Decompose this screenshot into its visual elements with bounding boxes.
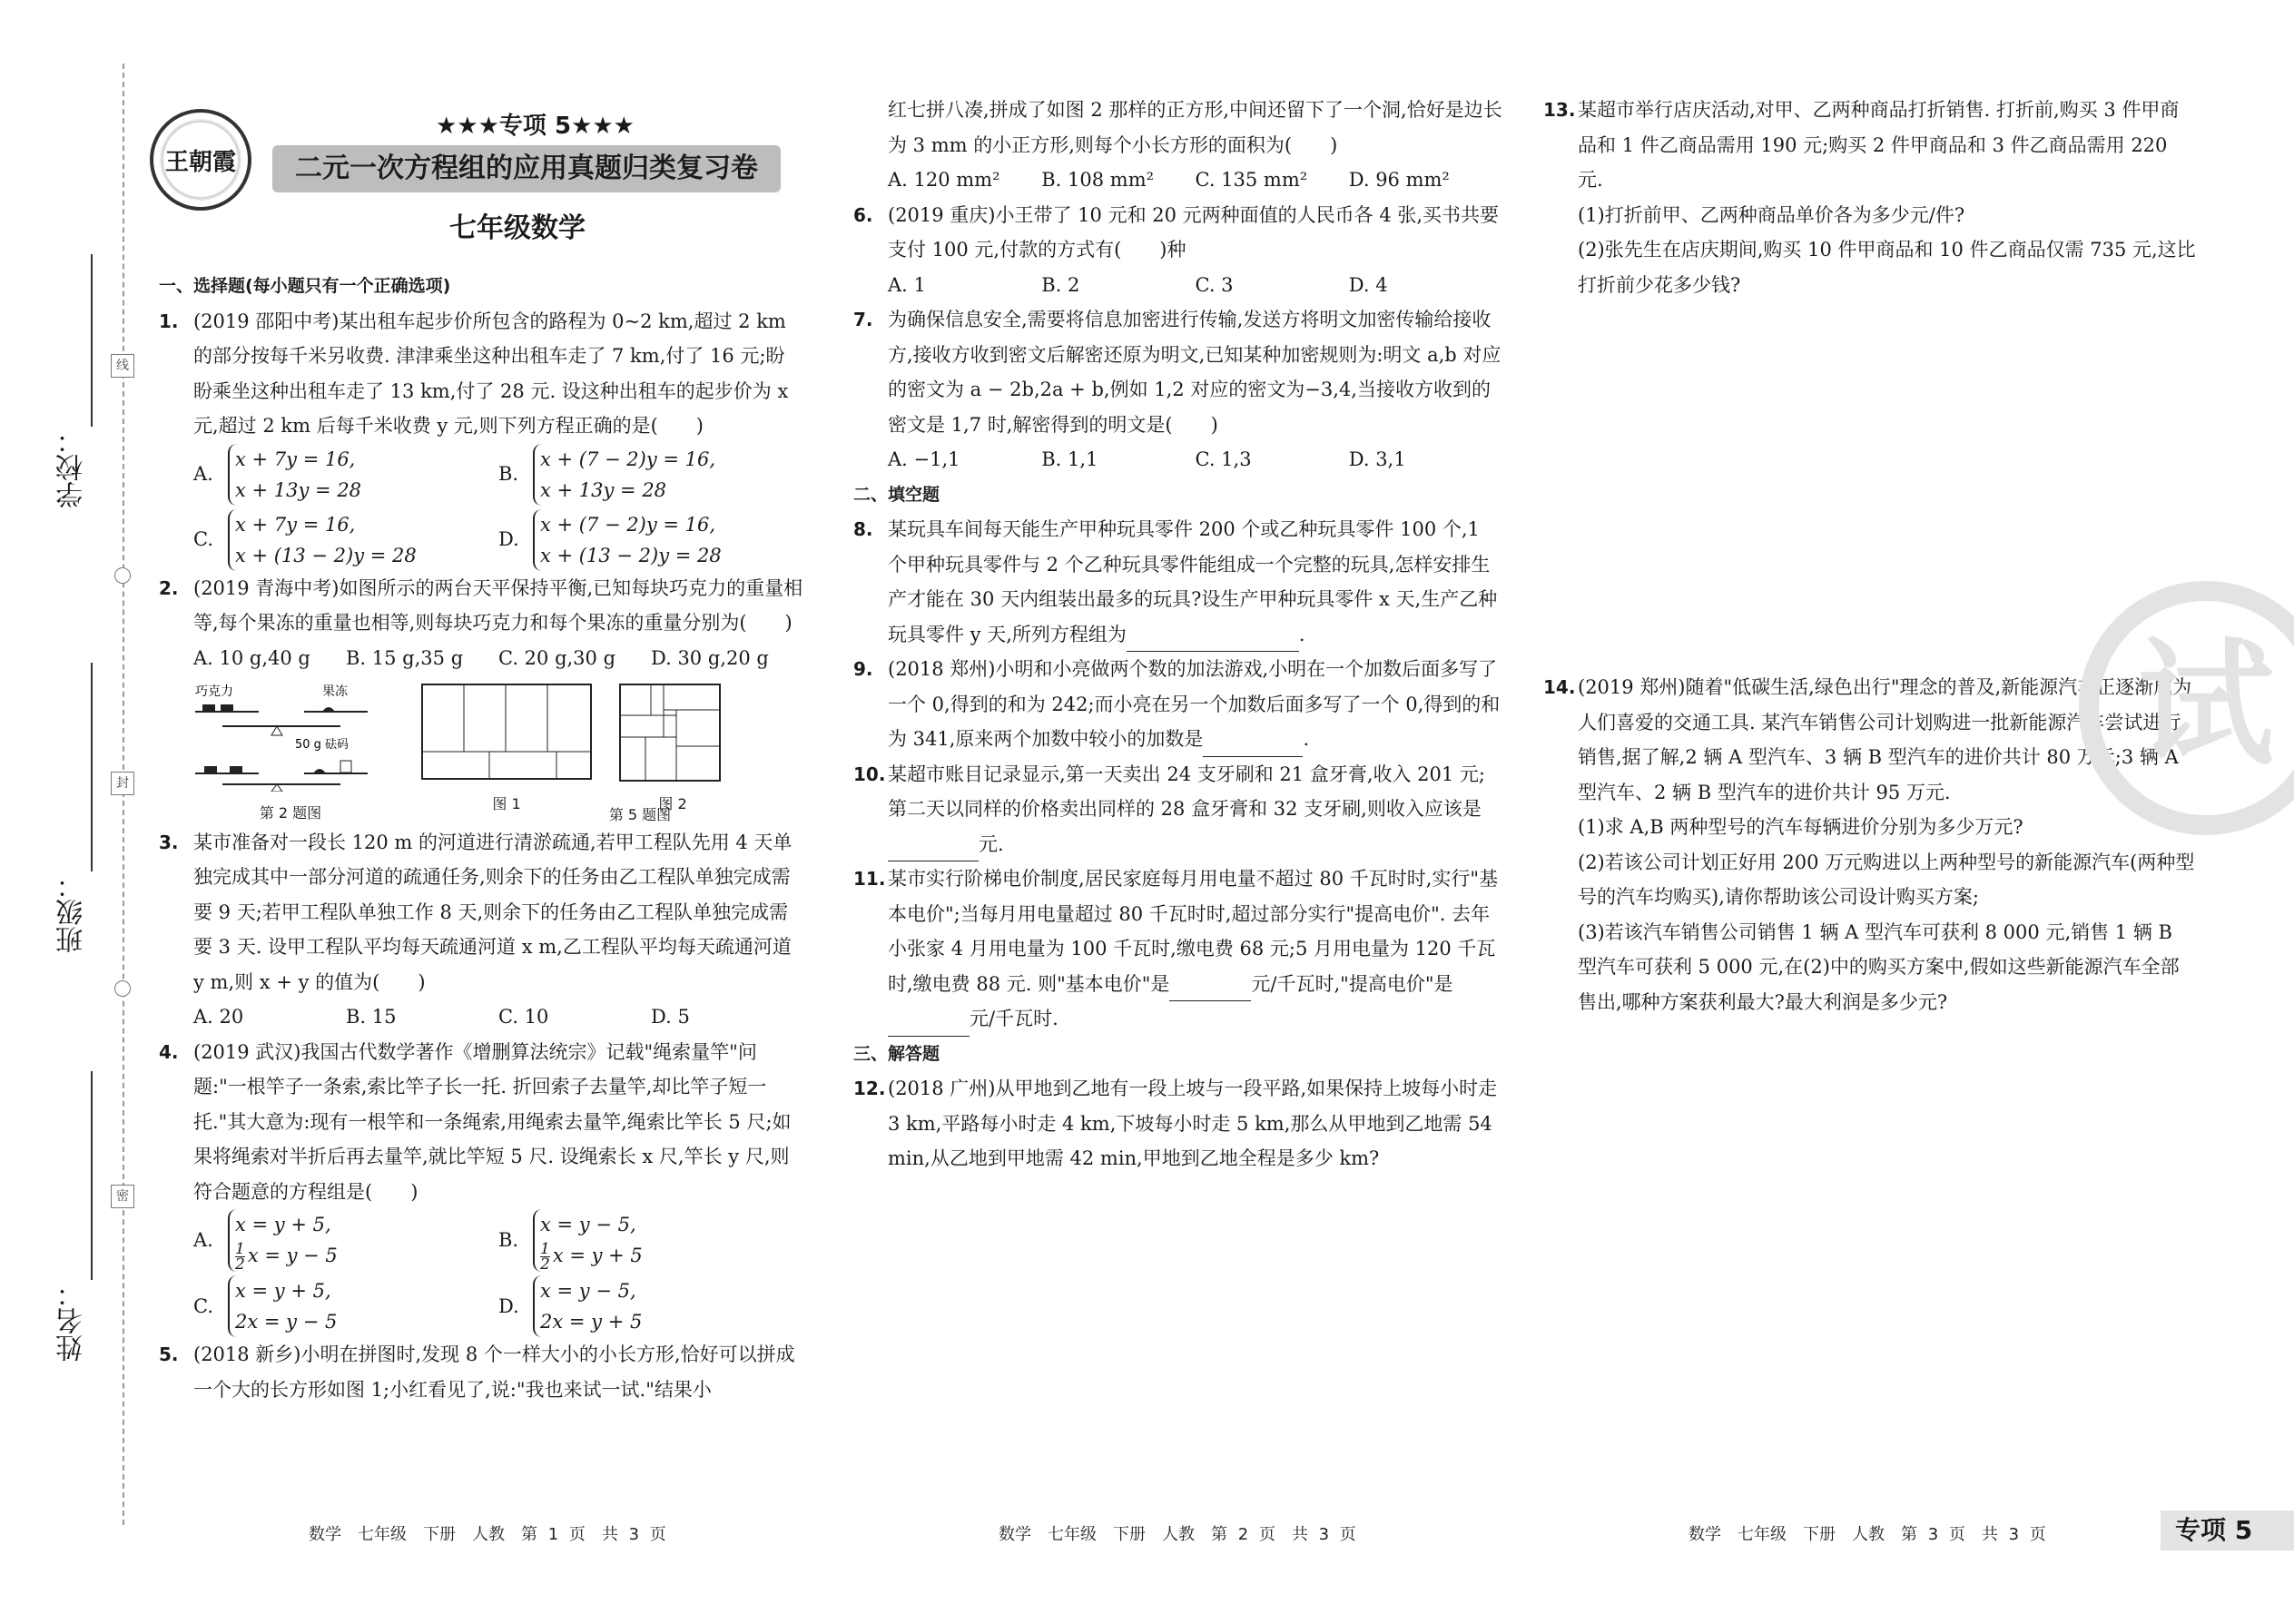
answer-blank[interactable] [1127, 628, 1299, 652]
question-7: 7. 为确保信息安全,需要将信息加密进行传输,发送方将明文加密传输给接收方,接收方收到密文后解密还原为明文,已知某种加密规则为:明文 a,b 对应的密文为 a − 2b,2a + b,例如 1,2 对应的密文为−3,4,当接收方收到的密文是 1,7 时,解密得到的明文是( ) [853, 309, 1501, 436]
question-14-part-1: (1)求 A,B 两种型号的汽车每辆进价分别为多少万元? [1578, 816, 2023, 838]
figures-row [159, 683, 803, 823]
side-tag-line: 线 [111, 354, 134, 378]
figure-caption-1: 图 1 [492, 794, 521, 812]
q5-options: A. 120 mm² B. 108 mm² C. 135 mm² D. 96 mm² [888, 169, 1450, 191]
answer-blank[interactable] [888, 838, 979, 861]
question-8: 8. 某玩具车间每天能生产甲种玩具零件 200 个或乙种玩具零件 100 个,1 个甲种玩具零件与 2 个乙种玩具零件能组成一个完整的玩具,怎样安排生产才能在 30 天内组装出最多的玩具?设生产甲种玩具零件 x 天,生产乙种玩具零件 y 天,所列方程组为 . [853, 512, 1502, 652]
jelly-label: 果冻 [322, 684, 348, 699]
topic-badge: ★★★专项 5★★★ [436, 113, 635, 140]
question-14-part-3: (3)若该汽车销售公司销售 1 辆 A 型汽车可获利 8 000 元,销售 1 辆 B 型汽车可获利 5 000 元,在(2)中的购买方案中,假如这些新能源汽车全部售出,哪种方案获利最大?最大利润是多少元? [1578, 920, 2180, 1013]
weight-label: 50 g 砝码 [295, 738, 350, 752]
class-label: 班级： [56, 871, 88, 953]
question-2: 2. (2019 青海中考)如图所示的两台天平保持平衡,已知每块巧克力的重量相等,每个果冻的重量也相等,则每块巧克力和每个果冻的重量分别为( ) [159, 576, 803, 634]
q1-options: A. x + 7y = 16, x + 13y = 28 B. x + (7 − 2)y = 16, x + 13y = 28 C. x + 7y = 16, x + (13 − 2)y = 28 D. x + (7 − 2)y = 16, x + (13 − 2)y = 28 [159, 444, 803, 571]
section-fill: 二、填空题 [853, 484, 940, 505]
q7-options: A. −1,1 B. 1,1 C. 1,3 D. 3,1 [888, 448, 1406, 470]
question-13-part-1: (1)打折前甲、乙两种商品单价各为多少元/件? [1578, 203, 1965, 226]
question-12: 12. (2018 广州)从甲地到乙地有一段上坡与一段平路,如果保持上坡每小时走 3 km,平路每小时走 4 km,下坡每小时走 5 km,那么从甲地到乙地需 54 min,从乙地到甲地需 42 min,甲地到乙地全程是多少 km? [853, 1078, 1498, 1169]
school-blank [91, 254, 93, 427]
answer-blank[interactable] [1203, 733, 1303, 757]
rectangle-figure-2 [618, 683, 727, 782]
grade-title: 七年级数学 [449, 212, 586, 244]
q6-options: A. 1 B. 2 C. 3 D. 4 [888, 273, 1388, 296]
question-5-continued: 红七拼八凑,拼成了如图 2 那样的正方形,中间还留下了一个洞,恰好是边长为 3 mm 的小正方形,则每个小长方形的面积为( ) [888, 99, 1502, 156]
footer-page-2: 数学 七年级 下册 人教 第 2 页 共 3 页 [999, 1525, 1356, 1544]
question-4: 4. (2019 武汉)我国古代数学著作《增删算法统宗》记载"绳索量竿"问题:"一根竿子一条索,索比竿子长一托. 折回索子去量竿,却比竿子短一托."其大意为:现有一根竿和一条绳索,用绳索去量竿,绳索比竿长 5 尺;如果将绳索对半折后再去量竿,就比竿短 5 尺. 设绳索长 x 尺,竿长 y 尺,则符合题意的方程组是( ) [159, 1040, 792, 1203]
question-5: 5. (2018 新乡)小明在拼图时,发现 8 个一样大小的小长方形,恰好可以拼成一个大的长方形如图 1;小红看见了,说:"我也来试一试."结果小 [159, 1343, 795, 1401]
figure-caption-q5: 第 5 题图 [608, 805, 672, 823]
column-2 [853, 93, 1502, 1176]
figure-caption-2: 图 2 [658, 794, 687, 812]
brand-logo: 王朝霞 [150, 109, 251, 211]
q3-options: A. 20 B. 15 C. 10 D. 5 [193, 1006, 690, 1028]
name-blank [91, 1071, 93, 1280]
section-choice: 一、选择题(每小题只有一个正确选项) [159, 276, 451, 296]
side-tag-seal: 封 [111, 772, 134, 795]
section-answer: 三、解答题 [853, 1043, 940, 1064]
question-14-part-2: (2)若该公司计划正好用 200 万元购进以上两种型号的新能源汽车(两种型号的汽车均购买),请你帮助该公司设计购买方案; [1578, 851, 2195, 908]
footer-page-3: 数学 七年级 下册 人教 第 3 页 共 3 页 [1689, 1525, 2046, 1544]
q4-options: A. x = y + 5, $\frac{1}{2}$ x = y − 5 B. x = y − 5, $\frac{1}{2}$ x = y + 5 C. x = y + 5, 2x = y − 5 D. x = y − 5, 2x = y + 5 [159, 1209, 803, 1337]
chocolate-label: 巧克力 [195, 684, 233, 699]
footer-page-1: 数学 七年级 下册 人教 第 1 页 共 3 页 [309, 1525, 666, 1544]
figure-caption-q2: 第 2 题图 [259, 803, 322, 822]
hole-icon [114, 567, 131, 584]
figure-q2 [186, 683, 395, 823]
question-1: 1. (2019 邵阳中考)某出租车起步价所包含的路程为 0~2 km,超过 2 km 的部分按每千米另收费. 津津乘坐这种出租车走了 7 km,付了 16 元;盼盼乘坐这种出租车走了 13 km,付了 28 元. 设这种出租车的起步价为 x 元,超过 2 km 后每千米收费 y 元,则下列方程正确的是( ) [159, 310, 789, 437]
column-1 [159, 269, 803, 1407]
column-3 [1543, 93, 2197, 302]
figure-1 [420, 683, 593, 823]
answer-blank[interactable] [1169, 978, 1251, 1001]
name-label: 姓名： [56, 1280, 88, 1362]
balance-figure [186, 683, 395, 792]
topic-page-tag: 专项 5 [2161, 1511, 2294, 1550]
class-blank [91, 663, 93, 871]
question-13: 13. 某超市举行店庆活动,对甲、乙两种商品打折销售. 打折前,购买 3 件甲商品和 1 件乙商品需用 190 元;购买 2 件甲商品和 3 件乙商品需用 220 元. [1543, 99, 2180, 191]
question-6: 6. (2019 重庆)小王带了 10 元和 20 元两种面值的人民币各 4 张,买书共要支付 100 元,付款的方式有( )种 [853, 203, 1500, 261]
hole-icon [114, 980, 131, 997]
school-label: 学校： [56, 427, 88, 508]
side-tag-secret: 密 [111, 1185, 134, 1208]
rectangle-figure-1 [420, 683, 593, 782]
q2-options: A. 10 g,40 g B. 15 g,35 g C. 20 g,30 g D. 30 g,20 g [193, 646, 769, 669]
question-9: 9. (2018 郑州)小明和小亮做两个数的加法游戏,小明在一个加数后面多写了一个 0,得到的和为 242;而小亮在另一个加数后面多写了一个 0,得到的和为 341,原来两个加数中较小的加数是 . [853, 652, 1502, 757]
question-10: 10. 某超市账目记录显示,第一天卖出 24 支牙刷和 21 盒牙膏,收入 201 元;第二天以同样的价格卖出同样的 28 盒牙膏和 32 支牙刷,则收入应该是元. [853, 757, 1502, 862]
question-11: 11. 某市实行阶梯电价制度,居民家庭每月用电量不超过 80 千瓦时时,实行"基本电价";当每月用电量超过 80 千瓦时时,超过部分实行"提高电价". 去年小张家 4 月用电量为 100 千瓦时,缴电费 68 元;5 月用电量为 120 千瓦时,缴电费 88 元. 则"基本电价"是 元/千瓦时,"提高电价"是元/千瓦时. [853, 861, 1502, 1037]
page-title: 二元一次方程组的应用真题归类复习卷 [272, 145, 781, 192]
question-3: 3. 某市准备对一段长 120 m 的河道进行清淤疏通,若甲工程队先用 4 天单独完成其中一部分河道的疏通任务,则余下的任务由乙工程队单独完成需要 9 天;若甲工程队单独工作 8 天,则余下的任务由乙工程队单独完成需要 3 天. 设甲工程队平均每天疏通河道 x m,乙工程队平均每天疏通河道 y m,则 x + y 的值为( ) [159, 831, 793, 993]
answer-blank[interactable] [888, 1013, 970, 1037]
question-14: 14. (2019 郑州)随着"低碳生活,绿色出行"理念的普及,新能源汽车正逐渐成为人们喜爱的交通工具. 某汽车销售公司计划购进一批新能源汽车尝试进行销售,据了解,2 辆 A 型汽车、3 辆 B 型汽车的进价共计 80 万元;3 辆 A 型汽车、2 辆 B 型汽车的进价共计 95 万元. [1543, 676, 2192, 803]
question-13-part-2: (2)张先生在店庆期间,购买 10 件甲商品和 10 件乙商品仅需 735 元,这比打折前少花多少钱? [1578, 239, 2196, 296]
watermark-seal-icon: 试 [2079, 581, 2294, 835]
figure-2 [618, 683, 727, 823]
